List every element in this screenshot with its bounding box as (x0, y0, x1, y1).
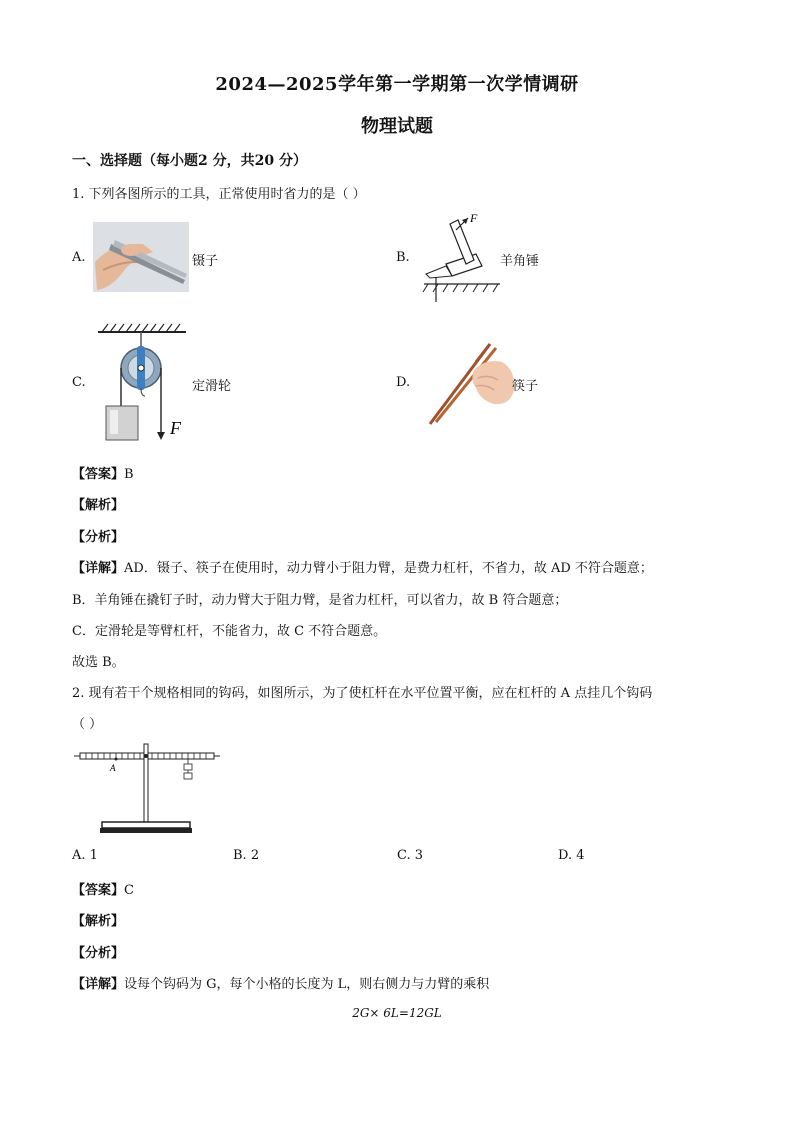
q1-detail-tag: 【详解】 (72, 561, 125, 576)
section-heading: 一、选择题（每小题2 分，共20 分） (72, 153, 307, 169)
q2-option-b: B. 2 (233, 848, 260, 863)
q1-answer-tag: 【答案】 (72, 467, 125, 482)
page-title: 2024—2025学年第一学期第一次学情调研 (215, 74, 579, 95)
lever-diagram (74, 740, 224, 836)
question-2-stem: 2. 现有若干个规格相同的钩码，如图所示，为了使杠杆在水平位置平衡，应在杠杆的 A 点挂几个钩码 (72, 686, 653, 701)
q2-detail-tag: 【详解】 (72, 977, 125, 992)
q1-fenxi-tag: 【分析】 (72, 530, 125, 545)
option-d-letter: D. (396, 375, 411, 390)
q2-fenxi-tag: 【分析】 (72, 946, 125, 961)
point-a-label: A (110, 763, 116, 773)
q1-analysis-tag: 【解析】 (72, 498, 125, 513)
option-c-letter: C. (72, 375, 86, 390)
force-label-c: F (170, 418, 181, 438)
q2-option-c: C. 3 (397, 848, 424, 863)
q2-detail-text: 设每个钩码为 G，每个小格的长度为 L，则右侧力与力臂的乘积 (124, 977, 490, 992)
force-label-b: F (470, 211, 478, 225)
q1-answer: B (124, 467, 134, 482)
option-b-name: 羊角锤 (500, 254, 540, 269)
option-c-name: 定滑轮 (192, 379, 232, 394)
q1-detail-line-2: B．羊角锤在撬钉子时，动力臂大于阻力臂，是省力杠杆，可以省力，故 B 符合题意； (72, 593, 568, 608)
q2-answer-tag: 【答案】 (72, 883, 125, 898)
q1-detail-text-1: AD．镊子、筷子在使用时，动力臂小于阻力臂，是费力杠杆，不省力，故 AD 不符合题意； (124, 561, 653, 576)
q1-answer-line (72, 463, 134, 482)
q1-conclusion: 故选 B。 (72, 655, 125, 670)
q2-formula: 2G× 6L=12GL (352, 1006, 442, 1020)
q2-option-d: D. 4 (558, 848, 585, 863)
option-a-letter: A. (72, 250, 86, 265)
q2-analysis-tag: 【解析】 (72, 914, 125, 929)
q2-answer: C (124, 883, 134, 898)
q1-detail-line-3: C．定滑轮是等臂杠杆，不能省力，故 C 不符合题意。 (72, 624, 387, 639)
fixed-pulley-diagram (96, 322, 196, 444)
q2-answer-line (72, 879, 134, 898)
claw-hammer-diagram (420, 210, 510, 305)
q1-detail-line-1 (72, 557, 653, 576)
q2-option-a: A. 1 (72, 848, 98, 863)
option-a-name: 镊子 (192, 254, 219, 269)
q2-detail-line (72, 973, 489, 992)
chopsticks-image (424, 340, 516, 426)
option-d-name: 筷子 (512, 379, 539, 394)
tweezers-image (93, 222, 189, 292)
option-b-letter: B. (396, 250, 410, 265)
question-2-stem-paren: （ ） (72, 717, 103, 732)
page-subtitle: 物理试题 (361, 116, 433, 137)
question-1-stem: 1. 下列各图所示的工具，正常使用时省力的是（ ） (72, 187, 366, 202)
